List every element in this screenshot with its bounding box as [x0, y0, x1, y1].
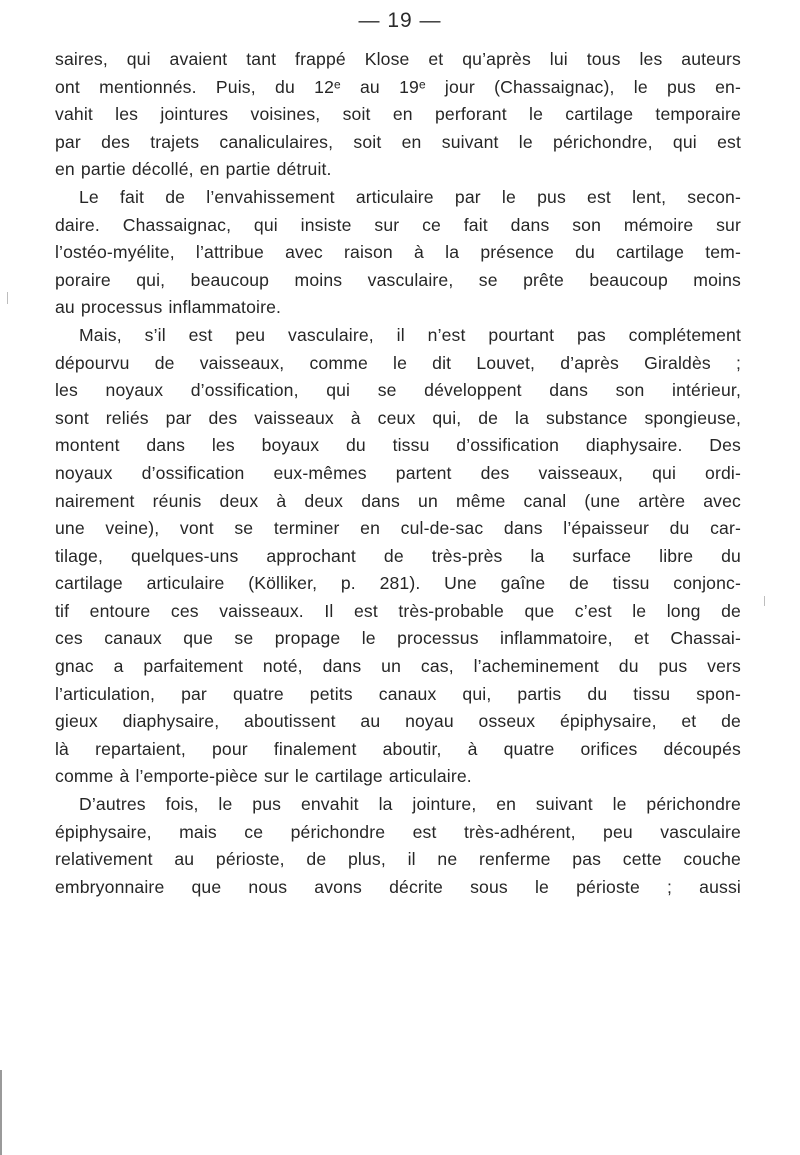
- text-line: là repartaient, pour finalement aboutir, à quatre orifices découpés: [55, 738, 741, 759]
- text-line: Mais, s’il est peu vasculaire, il n’est pourtant pas complétement: [79, 324, 741, 345]
- text-line: en partie décollé, en partie détruit.: [55, 159, 332, 180]
- text-line: D’autres fois, le pus envahit la jointure, en suivant le périchondre: [79, 794, 741, 815]
- text-line: gieux diaphysaire, aboutissent au noyau osseux épiphysaire, et de: [55, 711, 741, 732]
- text-line: noyaux d’ossification eux-mêmes partent des vaisseaux, qui ordi-: [55, 462, 741, 483]
- text-line: une veine), vont se terminer en cul-de-sac dans l’épaisseur du car-: [55, 518, 741, 539]
- text-line: poraire qui, beaucoup moins vasculaire, se prête beaucoup moins: [55, 269, 741, 290]
- text-line: Le fait de l’envahissement articulaire par le pus est lent, secon-: [79, 186, 741, 207]
- text-line: daire. Chassaignac, qui insiste sur ce fait dans son mémoire sur: [55, 214, 741, 235]
- text-line: ces canaux que se propage le processus inflammatoire, et Chassai-: [55, 628, 741, 649]
- text-line: tilage, quelques-uns approchant de très-près la surface libre du: [55, 545, 741, 566]
- body-text: [55, 46, 741, 901]
- text-line: par des trajets canaliculaires, soit en suivant le périchondre, qui est: [55, 131, 741, 152]
- text-line: montent dans les boyaux du tissu d’ossification diaphysaire. Des: [55, 435, 741, 456]
- text-line: vahit les jointures voisines, soit en perforant le cartilage temporaire: [55, 104, 741, 125]
- text-line: ont mentionnés. Puis, du 12ᵉ au 19ᵉ jour (Chassaignac), le pus en-: [55, 76, 741, 97]
- text-line: cartilage articulaire (Kölliker, p. 281). Une gaîne de tissu conjonc-: [55, 573, 741, 594]
- text-line: nairement réunis deux à deux dans un même canal (une artère avec: [55, 490, 741, 511]
- margin-mark: [7, 292, 8, 304]
- text-line: saires, qui avaient tant frappé Klose et qu’après lui tous les auteurs: [55, 49, 741, 69]
- text-line: relativement au périoste, de plus, il ne renferme pas cette couche: [55, 849, 741, 870]
- text-line: gnac a parfaitement noté, dans un cas, l’acheminement du pus vers: [55, 656, 741, 677]
- text-line: embryonnaire que nous avons décrite sous le périoste ; aussi: [55, 876, 741, 897]
- text-line: l’ostéo-myélite, l’attribue avec raison à la présence du cartilage tem-: [55, 242, 741, 263]
- text-line: tif entoure ces vaisseaux. Il est très-probable que c’est le long de: [55, 600, 741, 621]
- text-line: les noyaux d’ossification, qui se développent dans son intérieur,: [55, 380, 741, 401]
- margin-mark: [764, 596, 765, 606]
- text-line: l’articulation, par quatre petits canaux qui, partis du tissu spon-: [55, 683, 741, 704]
- text-line: comme à l’emporte-pièce sur le cartilage articulaire.: [55, 766, 472, 787]
- page-number: — 19 —: [358, 9, 442, 32]
- text-line: dépourvu de vaisseaux, comme le dit Louvet, d’après Giraldès ;: [55, 352, 741, 373]
- text-line: au processus inflammatoire.: [55, 297, 282, 318]
- text-line: épiphysaire, mais ce périchondre est très-adhérent, peu vasculaire: [55, 821, 741, 842]
- page-edge-rule: [0, 1070, 2, 1155]
- text-line: sont reliés par des vaisseaux à ceux qui, de la substance spongieuse,: [55, 407, 741, 428]
